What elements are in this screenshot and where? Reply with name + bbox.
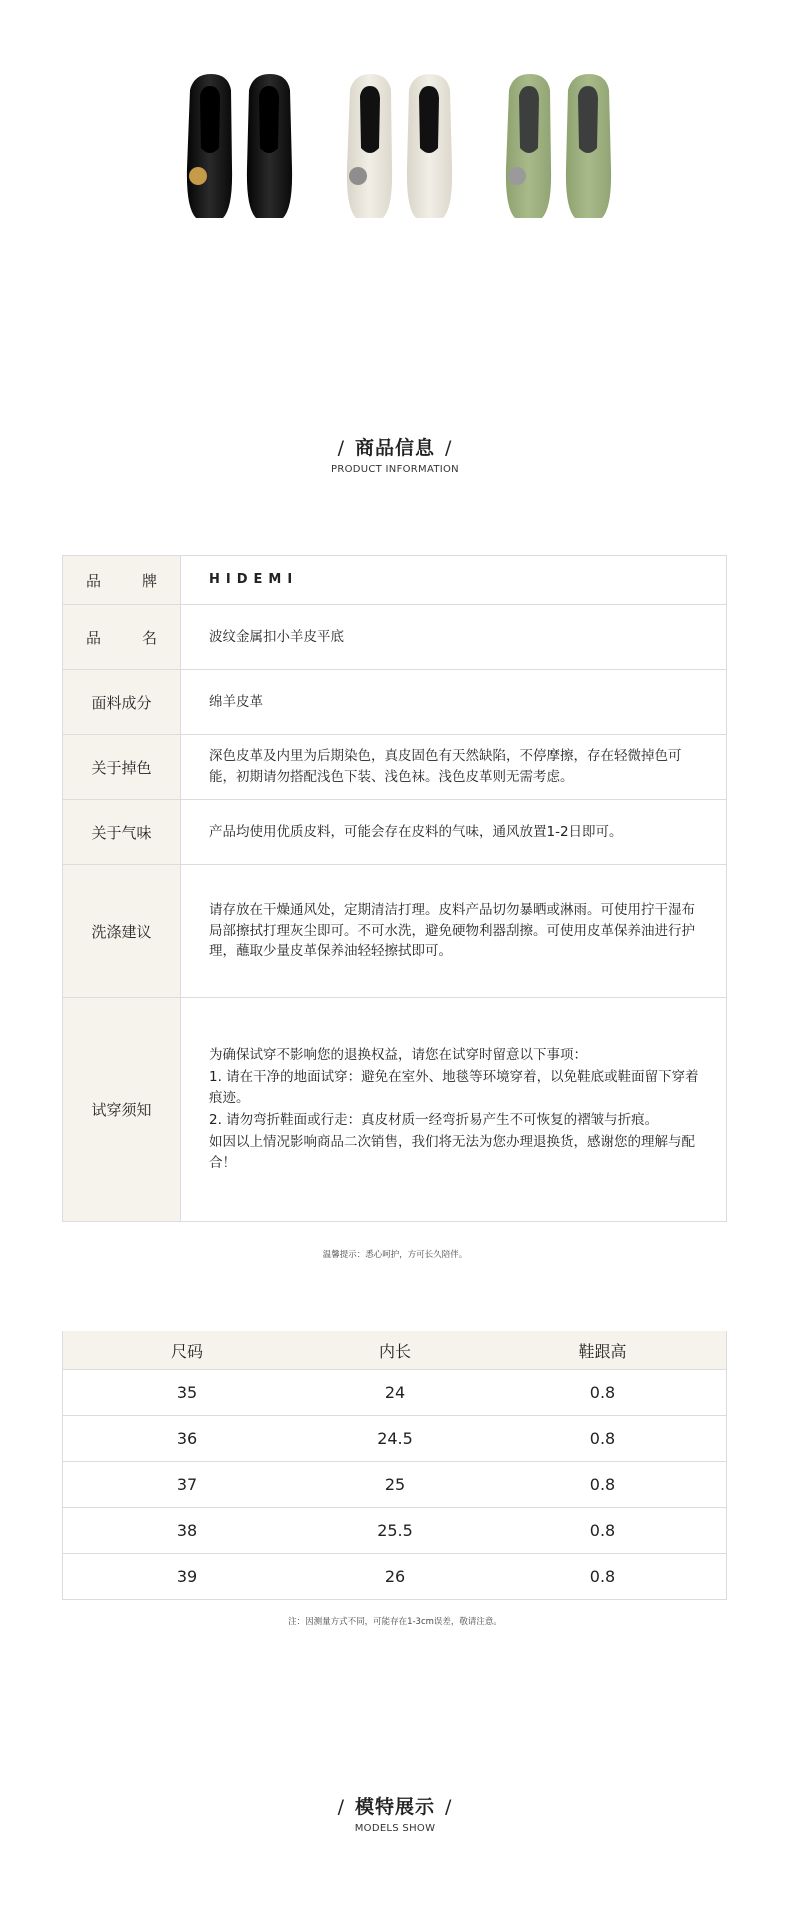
info-label: 试穿须知	[63, 998, 181, 1221]
size-cell: 37	[176, 1475, 198, 1494]
info-value: 绵羊皮革	[209, 693, 263, 710]
table-row	[63, 1553, 726, 1599]
heel-cell: 0.8	[589, 1429, 616, 1448]
info-value: 深色皮革及内里为后期染色，真皮固色有天然缺陷，不停摩擦，存在轻微掉色可能，初期请勿搭配浅色下装、浅色袜。浅色皮革则无需考虑。	[209, 748, 682, 785]
size-table	[62, 1331, 727, 1600]
shoe-pair-black	[178, 68, 310, 228]
info-label: 面料成分	[63, 670, 181, 734]
info-value: 产品均使用优质皮料，可能会存在皮料的气味，通风放置1-2日即可。	[209, 823, 623, 840]
try-on-note-line: 为确保试穿不影响您的退换权益，请您在试穿时留意以下事项：	[209, 1047, 587, 1064]
try-on-note-line: 1. 请在干净的地面试穿：避免在室外、地毯等环境穿着，以免鞋底或鞋面留下穿着痕迹。	[209, 1069, 699, 1107]
info-row-brand	[63, 556, 726, 604]
info-row-odor	[63, 799, 726, 864]
info-label: 关于掉色	[63, 735, 181, 799]
gold-buckle-icon	[189, 167, 207, 185]
silver-buckle-icon	[508, 167, 526, 185]
size-cell: 39	[176, 1567, 198, 1586]
try-on-note-line: 2. 请勿弯折鞋面或行走：真皮材质一经弯折易产生不可恢复的褶皱与折痕。	[209, 1112, 659, 1128]
size-header-cell: 内长	[378, 1341, 411, 1361]
info-row-material	[63, 669, 726, 734]
size-cell: 38	[176, 1521, 198, 1540]
info-label: 品 牌	[63, 556, 181, 604]
size-table-header	[63, 1331, 726, 1369]
product-info-header	[0, 433, 790, 475]
heel-cell: 0.8	[589, 1475, 616, 1494]
length-cell: 26	[384, 1567, 406, 1586]
models-show-subtitle: MODELS SHOW	[354, 1823, 436, 1834]
info-value: 请存放在干燥通风处，定期清洁打理。皮料产品切勿暴晒或淋雨。可使用拧干湿布局部擦拭打理灰尘即可。不可水洗，避免硬物利器刮擦。可使用皮革保养油进行护理，蘸取少量皮革保养油轻轻擦拭即可。	[209, 901, 695, 960]
info-label: 洗涤建议	[63, 865, 181, 997]
care-tip: 温馨提示：悉心呵护，方可长久陪伴。	[322, 1250, 468, 1260]
table-row	[63, 1415, 726, 1461]
length-cell: 25	[384, 1475, 406, 1494]
size-cell: 35	[176, 1383, 198, 1402]
length-cell: 24.5	[377, 1429, 413, 1448]
table-row	[63, 1461, 726, 1507]
info-row-name	[63, 604, 726, 669]
heel-cell: 0.8	[589, 1521, 616, 1540]
info-label: 品 名	[63, 605, 181, 669]
info-row-care	[63, 864, 726, 997]
length-cell: 25.5	[377, 1521, 413, 1540]
table-row	[63, 1507, 726, 1553]
models-show-title: / 模特展示 /	[337, 1796, 453, 1818]
size-note: 注：因测量方式不同，可能存在1-3cm误差，敬请注意。	[288, 1617, 502, 1627]
try-on-note-line: 如因以上情况影响商品二次销售，我们将无法为您办理退换货，感谢您的理解与配合！	[209, 1133, 695, 1171]
size-header-cell: 鞋跟高	[578, 1341, 627, 1361]
info-value: 波纹金属扣小羊皮平底	[209, 628, 344, 645]
heel-cell: 0.8	[589, 1383, 616, 1402]
info-label: 关于气味	[63, 800, 181, 864]
silver-buckle-icon	[349, 167, 367, 185]
product-info-subtitle: PRODUCT INFORMATION	[331, 464, 459, 475]
models-show-header	[0, 1792, 790, 1834]
size-cell: 36	[176, 1429, 198, 1448]
shoe-pair-green	[497, 68, 629, 228]
product-info-title: / 商品信息 /	[337, 437, 453, 459]
size-header-cell: 尺码	[170, 1341, 203, 1361]
info-value	[181, 998, 726, 1221]
product-info-table	[62, 555, 727, 1222]
length-cell: 24	[384, 1383, 406, 1402]
brand-name: HIDEMI	[209, 571, 299, 587]
try-on-notes	[209, 1044, 700, 1175]
shoe-pair-cream	[338, 68, 470, 228]
heel-cell: 0.8	[589, 1567, 616, 1586]
info-value	[181, 556, 726, 604]
info-row-color-fading	[63, 734, 726, 799]
info-row-try-on	[63, 997, 726, 1221]
table-row	[63, 1369, 726, 1415]
